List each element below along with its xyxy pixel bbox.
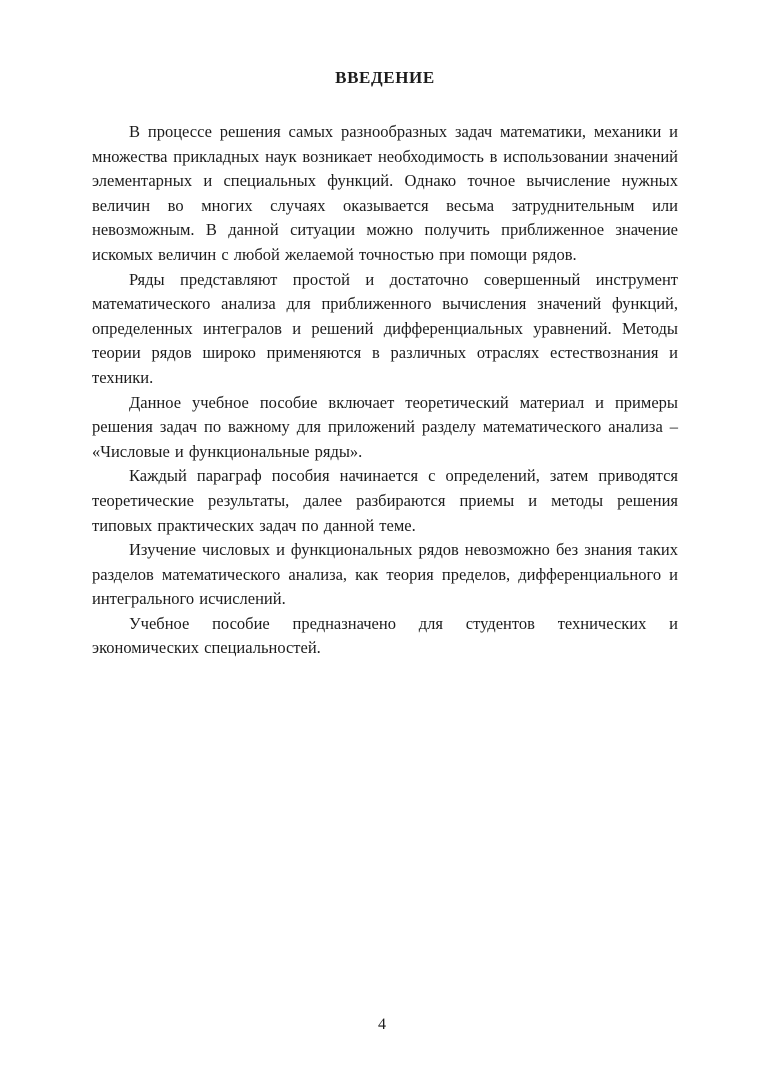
page-title: ВВЕДЕНИЕ [335,68,435,87]
paragraph: Каждый параграф пособия начинается с определений, затем приводятся теоретические результаты, далее разбираются приемы и методы решения типовых практических задач по данной теме. [92,466,678,535]
paragraph: Изучение числовых и функциональных рядов невозможно без знания таких разделов математического анализа, как теория пределов, дифференциального и интегрального исчислений. [92,540,678,609]
paragraph: В процессе решения самых разнообразных задач математики, механики и множества прикладных наук возникает необходимость в использовании значений элементарных и специальных функций. Однако точное вычисление нужных величин во многих случаях оказывается весьма затруднительным или невозможным. В данной ситуации можно получить приближенное значение искомых величин с любой желаемой точностью при помощи рядов. [92,122,678,264]
page-number: 4 [378,1016,386,1033]
paragraph: Учебное пособие предназначено для студентов технических и экономических специальностей. [92,613,678,658]
paragraph: Данное учебное пособие включает теоретический материал и примеры решения задач по важному для приложений разделу математического анализа – «Числовые и функциональные ряды». [92,392,678,461]
text-content [92,68,678,661]
paragraph: Ряды представляют простой и достаточно совершенный инструмент математического анализа для приближенного вычисления значений функций, определенных интегралов и решений дифференциальных уравнений. Методы теории рядов широко применяются в различных отраслях естествознания и техники. [92,269,678,387]
